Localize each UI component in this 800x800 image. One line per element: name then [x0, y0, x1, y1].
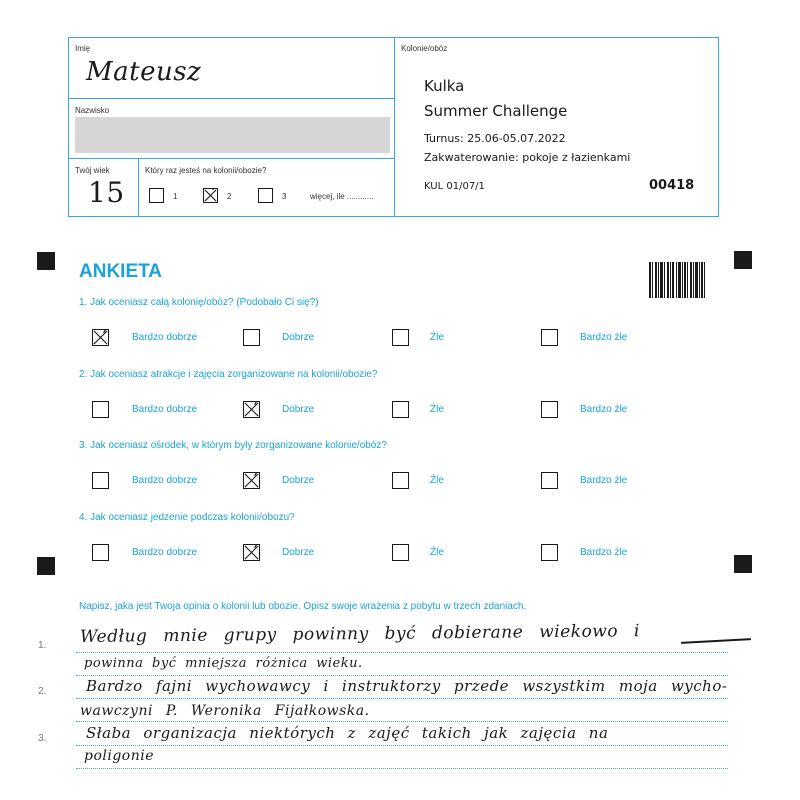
question-2-option-2-label: Dobrze: [282, 404, 315, 415]
zakwaterowanie: Zakwaterowanie: pokoje z łazienkami: [424, 151, 631, 164]
kolonia-label: Kolonie/obóz: [401, 44, 448, 53]
question-4-option-3-label: Źle: [430, 547, 444, 558]
question-2-checkbox-2[interactable]: [243, 401, 260, 418]
question-2-checkbox-4[interactable]: [541, 401, 558, 418]
question-1-option-2-label: Dobrze: [282, 332, 315, 343]
question-4-text: 4. Jak oceniasz jedzenie podczas kolonii/obozu?: [79, 512, 295, 523]
question-3-text: 3. Jak oceniasz ośrodek, w którym były zorganizowane kolonie/obóz?: [79, 440, 387, 451]
header-divider-1: [68, 98, 395, 99]
writing-line-1: [76, 652, 728, 653]
opinion-prompt: Napisz, jaka jest Twoja opinia o kolonii lub obozie. Opisz swoje wrażenia z pobytu w trzech zdaniach.: [79, 601, 527, 612]
question-3-checkbox-1[interactable]: [92, 472, 109, 489]
question-3-option-3-label: Źle: [430, 475, 444, 486]
nazwisko-redacted: [75, 117, 390, 153]
question-4-checkbox-2[interactable]: [243, 544, 260, 561]
registration-mark-bottom-right: [734, 555, 752, 573]
kolonia-code: KUL 01/07/1: [424, 181, 485, 192]
nazwisko-label: Nazwisko: [75, 106, 110, 115]
question-1-option-1-label: Bardzo dobrze: [132, 332, 198, 343]
ktory-raz-option-more: więcej, ile ............: [310, 192, 374, 201]
wiek-value: 15: [88, 176, 125, 209]
kolonia-name-line2: Summer Challenge: [424, 102, 568, 120]
handwriting-line-1: Według mnie grupy powinny być dobierane wiekowo i: [79, 621, 640, 647]
registration-mark-top-left: [37, 252, 55, 270]
ktory-raz-label: Który raz jesteś na kolonii/obozie?: [145, 166, 267, 175]
turnus: Turnus: 25.06-05.07.2022: [424, 132, 566, 145]
writing-line-2b: [76, 721, 728, 722]
question-1-option-4-label: Bardzo źle: [580, 332, 628, 343]
question-3-option-2-label: Dobrze: [282, 475, 315, 486]
imie-label: Imię: [75, 44, 91, 53]
handwriting-line-2: Bardzo fajni wychowawcy i instruktorzy przede wszystkim moja wycho-: [86, 677, 728, 695]
ktory-raz-checkbox-1[interactable]: [149, 188, 164, 203]
ktory-raz-option-2: 2: [227, 192, 232, 201]
header-divider-2: [68, 158, 395, 159]
question-3-checkbox-2[interactable]: [243, 472, 260, 489]
question-2-option-1-label: Bardzo dobrze: [132, 404, 198, 415]
x-mark-icon: [93, 330, 108, 345]
writing-line-3: [76, 745, 728, 746]
wiek-label: Twój wiek: [75, 166, 110, 175]
registration-mark-bottom-left: [37, 557, 55, 575]
writing-line-3b: [76, 768, 728, 769]
question-2-option-4-label: Bardzo źle: [580, 404, 628, 415]
question-3-option-4-label: Bardzo źle: [580, 475, 628, 486]
question-1-checkbox-2[interactable]: [243, 329, 260, 346]
question-4-option-2-label: Dobrze: [282, 547, 315, 558]
x-mark-icon: [244, 402, 259, 417]
question-1-checkbox-3[interactable]: [392, 329, 409, 346]
handwriting-line-1b: powinna być mniejsza różnica wieku.: [84, 656, 363, 671]
question-1-option-3-label: Źle: [430, 332, 444, 343]
question-1-text: 1. Jak oceniasz całą kolonię/obóz? (Podobało Ci się?): [79, 297, 319, 308]
x-mark-icon: [204, 189, 217, 202]
ktory-raz-option-3: 3: [282, 192, 287, 201]
question-1-checkbox-4[interactable]: [541, 329, 558, 346]
writing-line-1b: [76, 675, 728, 676]
question-2-option-3-label: Źle: [430, 404, 444, 415]
registration-mark-top-right: [734, 251, 752, 269]
handwriting-line-2b: wawczyni P. Weronika Fijałkowska.: [80, 703, 370, 719]
x-mark-icon: [244, 545, 259, 560]
question-2-text: 2. Jak oceniasz atrakcje i zajęcia zorganizowane na kolonii/obozie?: [79, 369, 378, 380]
question-1-checkbox-1[interactable]: [92, 329, 109, 346]
strikethrough: [681, 638, 751, 644]
writing-line-2: [76, 698, 728, 699]
ktory-raz-checkbox-2[interactable]: [203, 188, 218, 203]
header-divider-3: [138, 158, 139, 217]
question-2-checkbox-1[interactable]: [92, 401, 109, 418]
question-3-checkbox-3[interactable]: [392, 472, 409, 489]
barcode-icon: [649, 262, 705, 298]
handwriting-line-3b: poligonie: [84, 748, 155, 764]
question-4-option-4-label: Bardzo źle: [580, 547, 628, 558]
question-3-option-1-label: Bardzo dobrze: [132, 475, 198, 486]
question-4-checkbox-1[interactable]: [92, 544, 109, 561]
line-number-3: 3.: [38, 733, 47, 744]
question-2-checkbox-3[interactable]: [392, 401, 409, 418]
imie-value: Mateusz: [86, 57, 202, 87]
handwriting-line-3: Słaba organizacja niektórych z zajęć takich jak zajęcia na: [86, 724, 609, 742]
ktory-raz-option-1: 1: [173, 192, 178, 201]
question-3-checkbox-4[interactable]: [541, 472, 558, 489]
x-mark-icon: [244, 473, 259, 488]
question-4-checkbox-4[interactable]: [541, 544, 558, 561]
survey-title: ANKIETA: [79, 261, 163, 282]
question-4-checkbox-3[interactable]: [392, 544, 409, 561]
form-number: 00418: [649, 178, 695, 193]
line-number-2: 2.: [38, 686, 47, 697]
kolonia-name-line1: Kulka: [424, 77, 465, 95]
question-4-option-1-label: Bardzo dobrze: [132, 547, 198, 558]
header-divider-vertical: [394, 37, 395, 217]
line-number-1: 1.: [38, 640, 47, 651]
ktory-raz-checkbox-3[interactable]: [258, 188, 273, 203]
